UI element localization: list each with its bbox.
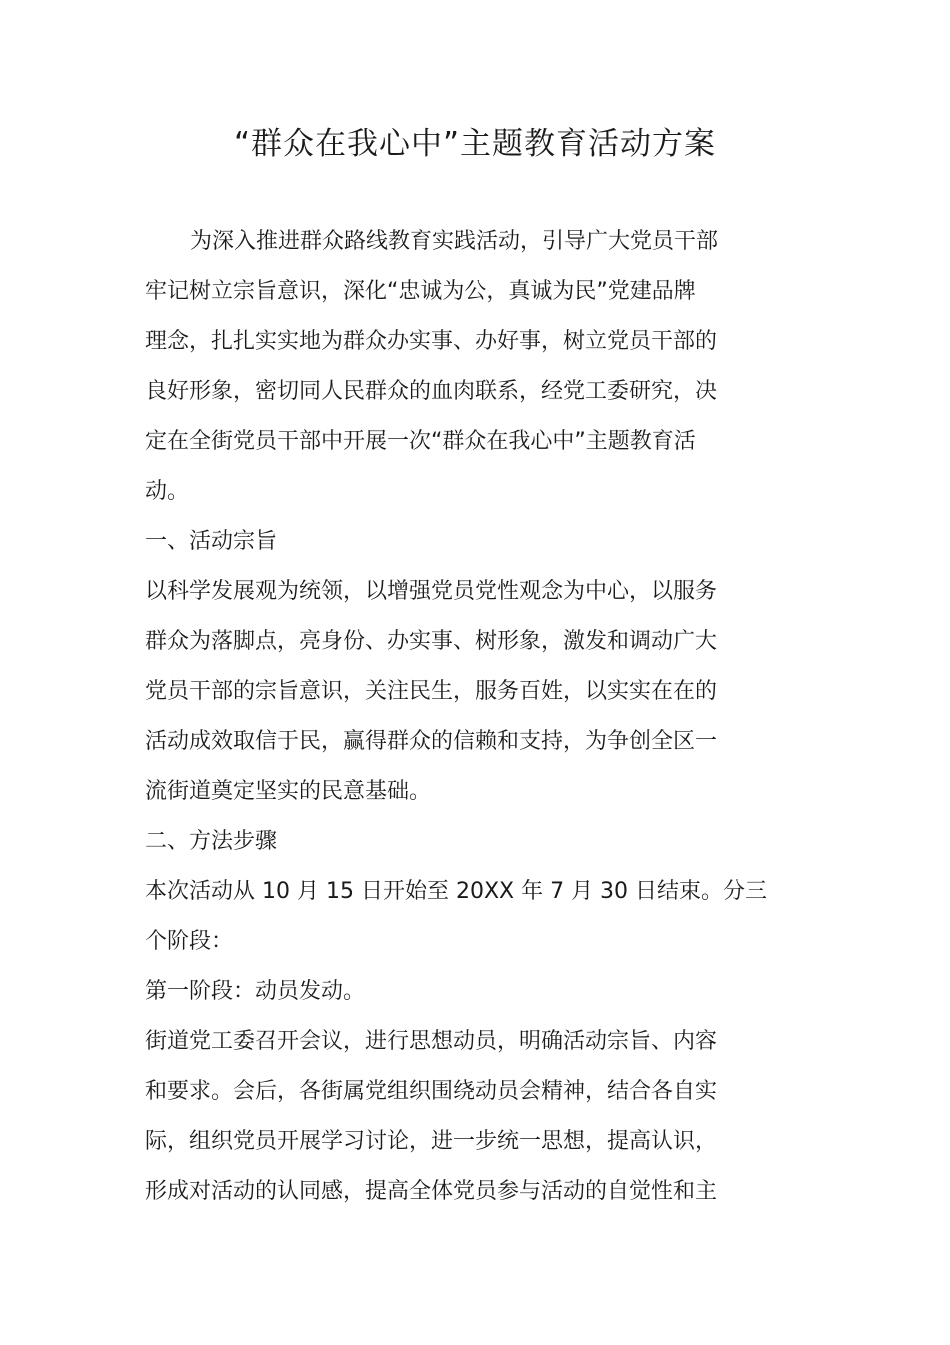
section-heading: 二、方法步骤 [145, 829, 278, 854]
paragraph-line: 和要求。会后，各街属党组织围绕动员会精神，结合各自实 [145, 1079, 718, 1104]
paragraph-line: 以科学发展观为统领，以增强党员党性观念为中心，以服务 [145, 579, 718, 604]
paragraph-line: 街道党工委召开会议，进行思想动员，明确活动宗旨、内容 [145, 1029, 718, 1054]
paragraph-line: 群众为落脚点，亮身份、办实事、树形象，激发和调动广大 [145, 629, 718, 654]
document-title: “群众在我心中”主题教育活动方案 [233, 126, 717, 162]
paragraph-line: 为深入推进群众路线教育实践活动，引导广大党员干部 [190, 229, 719, 254]
paragraph-line: 牢记树立宗旨意识，深化“忠诚为公，真诚为民”党建品牌 [145, 279, 696, 304]
paragraph-line: 本次活动从 10 月 15 日开始至 20XX 年 7 月 30 日结束。分三 [145, 879, 768, 904]
paragraph-line: 活动成效取信于民，赢得群众的信赖和支持，为争创全区一 [145, 729, 718, 754]
section-heading: 一、活动宗旨 [145, 529, 278, 554]
paragraph-line: 良好形象，密切同人民群众的血肉联系，经党工委研究，决 [145, 379, 718, 404]
paragraph-line: 党员干部的宗旨意识，关注民生，服务百姓，以实实在在的 [145, 679, 718, 704]
paragraph-line: 理念，扎扎实实地为群众办实事、办好事，树立党员干部的 [145, 329, 718, 354]
paragraph-line: 流街道奠定坚实的民意基础。 [145, 779, 432, 804]
paragraph-line: 形成对活动的认同感，提高全体党员参与活动的自觉性和主 [145, 1179, 718, 1204]
paragraph-line: 际，组织党员开展学习讨论，进一步统一思想，提高认识， [145, 1129, 718, 1154]
subsection-heading: 第一阶段：动员发动。 [145, 979, 366, 1004]
paragraph-line: 定在全街党员干部中开展一次“群众在我心中”主题教育活 [145, 429, 696, 454]
paragraph-line: 个阶段： [145, 929, 234, 954]
paragraph-line: 动。 [145, 479, 190, 504]
